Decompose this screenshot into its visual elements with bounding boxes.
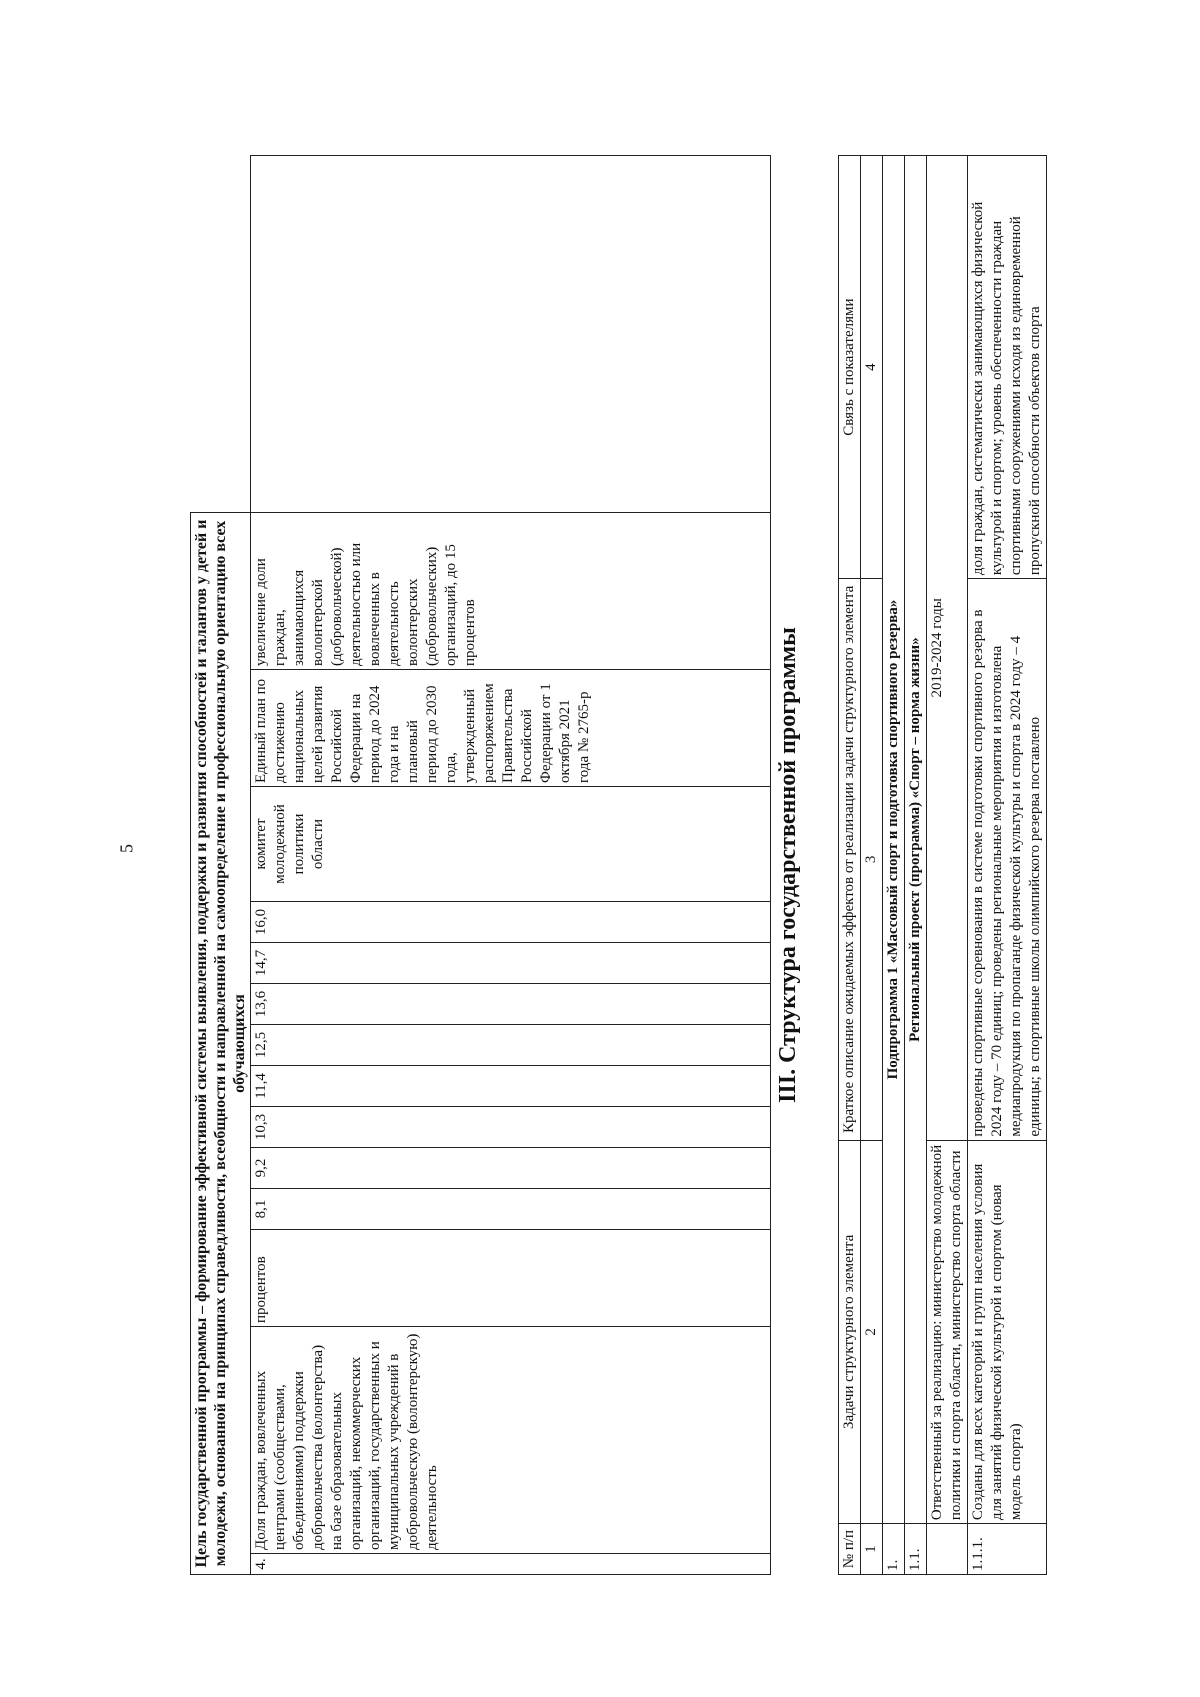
table-row: [251, 156, 771, 1575]
page-number: 5: [116, 844, 137, 853]
header-effects: Краткое описание ожидаемых эффектов от реализации задачи структурного элемента: [839, 579, 861, 1140]
indicator-unit: процентов: [251, 1230, 771, 1327]
row-number: 1.1.1.: [968, 1524, 1047, 1575]
effects-text: проведены спортивные соревнования в системе подготовки спортивного резерва в 2024 году – 70 единиц; проведены региональные мероприятия и изготовлена медиапродукция по пропаганде физической культуры и спорта в 2024 году – 4 единицы; в спортивные школы олимпийского резерва поставлено: [968, 579, 1047, 1140]
program-goal: Цель государственной программы – формирование эффективной системы выявления, поддержки и развития способностей и талантов у детей и молодежи, основанной на принципах справедливости, всеобщности и направленной на самоопределение и профессиональную ориентацию всех обучающихся: [191, 513, 251, 1575]
responsible-text: Ответственный за реализацию: министерство молодежной политики и спорта области, министерство спорта области: [927, 1140, 968, 1524]
section-title: III. Структура государственной программы: [775, 627, 801, 1103]
value-cell: 14,7: [251, 943, 771, 984]
value-cell: 9,2: [251, 1148, 771, 1189]
value-cell: 8,1: [251, 1189, 771, 1230]
expected-effect: увеличение доли граждан, занимающихся волонтерской (добровольческой) деятельностью или вовлеченных в деятельность волонтерских (добровольческих) организаций, до 15 процентов: [251, 513, 771, 670]
value-cell: 11,4: [251, 1066, 771, 1107]
empty-cell: [927, 1524, 968, 1575]
value-cell: 12,5: [251, 1025, 771, 1066]
rotated-page-content: [190, 155, 1043, 1575]
table-row: [968, 156, 1047, 1575]
row-number: 1.1.: [905, 1524, 927, 1575]
header-number: 1: [861, 1524, 883, 1575]
row-number: 4.: [251, 1554, 771, 1575]
header-links: Связь с показателями: [839, 156, 861, 579]
header-number: 4: [861, 156, 883, 579]
subprogram-title: Подпрограмма 1 «Массовый спорт и подготовка спортивного резерва»: [883, 156, 905, 1524]
indicator-name: Доля граждан, вовлеченных центрами (сообществами, объединениями) поддержки добровольчества (волонтерства) на базе образовательных организаций, некоммерческих организаций, государственных и муниципальных учреждений в добровольческую (волонтерскую) деятельность: [251, 1327, 771, 1554]
structure-table: [838, 155, 1047, 1575]
row-number: 1.: [883, 1524, 905, 1575]
task-text: Созданы для всех категорий и групп населения условия для занятий физической культурой и спортом (новая модель спорта): [968, 1140, 1047, 1524]
links-text: доля граждан, систематически занимающихся физической культурой и спортом; уровень обеспеченности граждан спортивными сооружениями исходя из единовременной пропускной способности объектов спорта: [968, 156, 1047, 579]
empty-cell: [251, 156, 771, 513]
table-row: [883, 156, 905, 1575]
header-num: № п/п: [839, 1524, 861, 1575]
table-row: [927, 156, 968, 1575]
source-document: Единый план по достижению национальных целей развития Российской Федерации на период до 2024 года и на плановый период до 2030 года, утвержденный распоряжением Правительства Российской Федерации от 1 октября 2021 года № 2765-р: [251, 670, 771, 787]
value-cell: 13,6: [251, 984, 771, 1025]
value-cell: 10,3: [251, 1107, 771, 1148]
header-tasks: Задачи структурного элемента: [839, 1140, 861, 1524]
responsible-body: комитет молодежной политики области: [251, 787, 771, 902]
indicators-table: [190, 155, 771, 1575]
project-title: Региональный проект (программа) «Спорт – норма жизни»: [905, 156, 927, 1524]
header-number: 3: [861, 579, 883, 1140]
header-number: 2: [861, 1140, 883, 1524]
table-row: [905, 156, 927, 1575]
value-cell: 16,0: [251, 902, 771, 943]
period-text: 2019-2024 годы: [927, 156, 968, 1141]
